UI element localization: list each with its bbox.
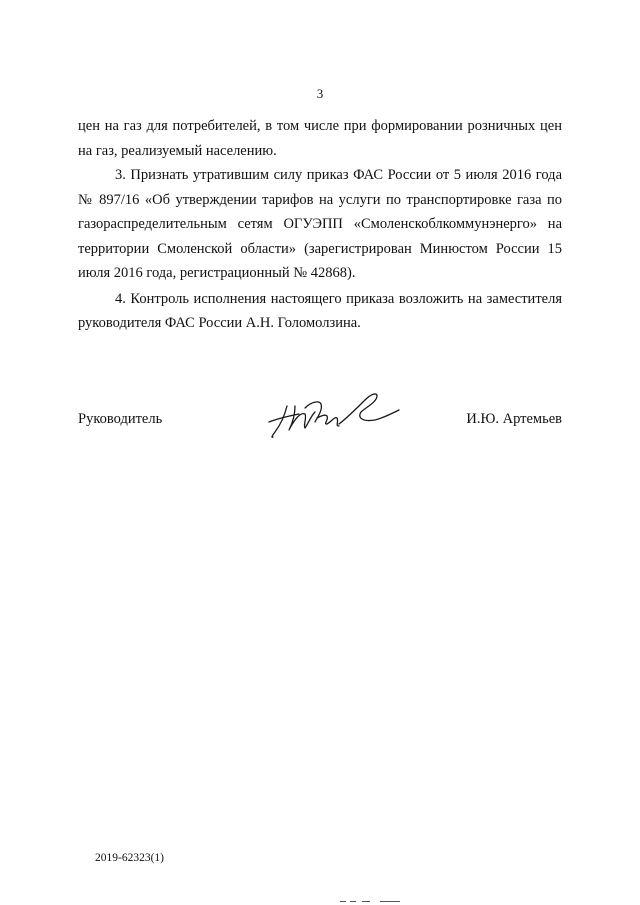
document-id: 2019-62323(1) (95, 852, 164, 864)
paragraph-continuation: цен на газ для потребителей, в том числе при формировании розничных цен на газ, реализуемый населению. (78, 118, 562, 159)
signature-icon (265, 388, 405, 448)
scan-edge-marks (340, 900, 640, 903)
signatory-name: И.Ю. Артемьев (466, 411, 562, 427)
document-body (78, 114, 562, 337)
signature-block (78, 408, 562, 468)
paragraph-item-4: 4. Контроль исполнения настоящего приказа возложить на заместителя руководителя ФАС России А.Н. Голомолзина. (78, 290, 562, 331)
signatory-title: Руководитель (78, 411, 163, 427)
page-number: 3 (316, 86, 324, 101)
paragraph-item-3: 3. Признать утратившим силу приказ ФАС России от 5 июля 2016 года № 897/16 «Об утверждении тарифов на услуги по транспортировке газа по газораспределительным сетям ОГУЭПП «Смоленскоблкоммунэнерго» на территории Смоленской области» (зарегистрирован Минюстом России 15 июля 2016 года, регистрационный № 42868). (78, 167, 562, 281)
